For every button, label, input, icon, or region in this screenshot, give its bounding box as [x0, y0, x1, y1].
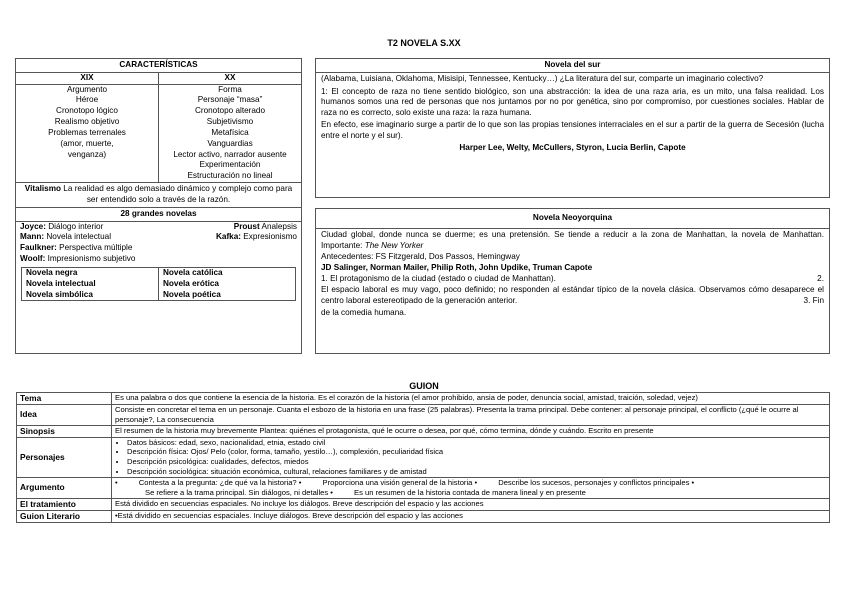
novel-type-row	[22, 279, 295, 290]
xx-list	[159, 85, 301, 182]
sur-authors: Harper Lee, Welty, McCullers, Styron, Lucia Berlin, Capote	[459, 142, 686, 152]
vitalismo-label: Vitalismo	[24, 184, 62, 194]
row-label: Argumento	[17, 478, 112, 499]
argumento-line-1: • Contesta a la pregunta: ¿de qué va la historia? • Proporciona una visión general de la historia • Describe los sucesos, personajes y conflictos principales •	[115, 478, 695, 487]
guion-title: GUION	[409, 381, 439, 391]
personajes-item: • Descripción sociológica: situación económica, cultural, relaciones familiares y de amistad	[127, 467, 826, 477]
ny-p3-num: 2.	[817, 274, 824, 284]
row-text	[112, 478, 830, 499]
novel-type: Novela poética	[163, 289, 221, 299]
guion-row-tema	[17, 393, 830, 405]
page-title: T2 NOVELA S.XX	[387, 38, 461, 48]
authors-list	[16, 222, 301, 265]
author-left	[20, 222, 159, 233]
author-left	[20, 243, 297, 254]
caracteristicas-box	[15, 58, 302, 354]
author-name: Mann:	[20, 232, 45, 242]
row-text: Es una palabra o dos que contiene la esencia de la historia. Es el corazón de la historia (el amor prohibido, ansia de poder, denuncia social, amistad, traición, soledad, vejez)	[112, 393, 830, 405]
author-left	[20, 254, 297, 265]
author-row	[20, 243, 297, 254]
guion-table	[16, 392, 830, 523]
personajes-list	[115, 438, 826, 477]
novel-type: Novela negra	[22, 268, 159, 279]
ny-p1-text: Ciudad global, donde nunca se duerme; es una pretensión. Se tiende a reducir a la zona de Manhattan, la novela de Manhattan. Importante:	[321, 229, 824, 250]
xix-item: Argumento	[66, 84, 108, 94]
xx-item: Subjetivismo	[206, 117, 254, 127]
author-desc: Diálogo interior	[45, 221, 104, 231]
xx-item: Personaje “masa”	[197, 95, 263, 105]
ny-p5: de la comedia humana.	[321, 307, 407, 317]
row-label: Sinopsis	[17, 425, 112, 437]
novelas-header: 28 grandes novelas	[16, 208, 301, 222]
guion-row-tratamiento	[17, 498, 830, 510]
ny-p3-text: 1. El protagonismo de la ciudad (estado o ciudad de Manhattan).	[321, 274, 556, 284]
xx-item: Experimentación	[199, 160, 261, 170]
xx-item: Lector activo, narrador ausente	[173, 149, 287, 159]
personajes-item: • Descripción física: Ojos/ Pelo (color, forma, tamaño, yestilo…), complexión, peculiaridad física	[127, 447, 826, 457]
xx-item: Cronotopo alterado	[194, 106, 266, 116]
author-name: Faulkner:	[20, 243, 57, 253]
author-row	[20, 254, 297, 265]
xix-item: (amor, muerte,	[60, 138, 114, 148]
author-desc: Analepsis	[259, 221, 297, 231]
novel-type: Novela intelectual	[22, 279, 159, 290]
xix-item: Problemas terrenales	[48, 127, 126, 137]
row-text: El resumen de la historia muy brevemente Plantea: quiénes el protagonista, qué le ocurre o desea, por qué, cómo termina, dónde y cuándo. Escrito en presente	[112, 425, 830, 437]
ny-p4-text: El espacio laboral es muy vago, poco definido; no responden al estándar típico de la novela clásica. Observamos cómo desaparece el centro laboral estereotipado de la generación anterior.	[321, 284, 824, 305]
row-label: Tema	[17, 393, 112, 405]
xix-list	[16, 85, 159, 182]
novel-type-row	[22, 290, 295, 301]
ny-p3	[316, 274, 829, 285]
xix-item: Realismo objetivo	[54, 117, 120, 127]
author-name: Proust	[233, 221, 260, 231]
author-row	[20, 232, 297, 243]
row-text: •Está dividido en secuencias espaciales. Incluye diálogos. Breve descripción del espacio y las acciones	[112, 510, 830, 522]
row-text: Está dividido en secuencias espaciales. No incluye los diálogos. Breve descripción del espacio y las acciones	[112, 498, 830, 510]
novel-type: Novela erótica	[163, 278, 219, 288]
row-label: El tratamiento	[17, 498, 112, 510]
author-desc: Impresionismo subjetivo	[45, 254, 136, 264]
author-row	[20, 222, 297, 233]
guion-row-literario	[17, 510, 830, 522]
author-right	[159, 232, 298, 243]
xx-item: Forma	[218, 84, 242, 94]
vitalismo-text: La realidad es algo demasiado dinámico y complejo como para ser entendido solo a través de la razón.	[61, 184, 293, 204]
ny-authors: JD Salinger, Norman Mailer, Philip Roth, John Updike, Truman Capote	[321, 263, 593, 273]
xx-item: Metafísica	[211, 127, 249, 137]
personajes-item: • Descripción psicológica: cualidades, defectos, miedos	[127, 457, 826, 467]
ny-p1-em: The New Yorker	[364, 240, 424, 250]
vitalismo	[16, 183, 301, 208]
ny-p2: Antecedentes: FS Fitzgerald, Dos Passos, Hemingway	[321, 252, 520, 262]
xix-item: Cronotopo lógico	[56, 106, 118, 116]
novel-type: Novela simbólica	[22, 290, 159, 301]
author-right	[159, 222, 298, 233]
author-desc: Expresionismo	[241, 232, 297, 242]
novela-sur-header: Novela del sur	[316, 59, 829, 73]
row-label: Idea	[17, 404, 112, 425]
xix-item: Héroe	[75, 95, 99, 105]
guion-row-sinopsis	[17, 425, 830, 437]
xx-item: Vanguardias	[207, 138, 253, 148]
argumento-line-2: Se refiere a la trama principal. Sin diálogos, ni detalles • Es un resumen de la historia contada de manera lineal y en presente	[145, 487, 586, 497]
novela-sur-box	[315, 58, 830, 198]
author-desc: Perspectiva múltiple	[56, 243, 133, 253]
row-text: Consiste en concretar el tema en un personaje. Cuanta el esbozo de la historia en una frase (25 palabras). Presenta la trama principal. Debe contener: al personaje principal, el conflicto (¿qué le ocurre al personaje?, La consecuencia	[112, 404, 830, 425]
ny-p1	[316, 229, 829, 253]
guion-row-personajes	[17, 437, 830, 477]
sur-p2: 1: El concepto de raza no tiene sentido biológico, son una abstracción: la idea de una raza aria, es un mito, una falsa realidad. Los humanos somos una red de personas que nos juntamos por no por genética, sino por compromiso, por cuestiones sociales. Hablar de raza no es correcto, solo existe una raza: la raza humana.	[321, 86, 824, 118]
author-name: Woolf:	[20, 254, 46, 264]
ny-p4-num: 3. Fin	[803, 295, 824, 305]
author-desc: Novela intelectual	[44, 232, 112, 242]
author-name: Joyce:	[20, 221, 46, 231]
sur-p1: (Alabama, Luisiana, Oklahoma, Misisipi, Tennessee, Kentucky…) ¿La literatura del sur, comparte un imaginario colectivo?	[321, 73, 764, 83]
personajes-item: • Datos básicos: edad, sexo, nacionalidad, etnia, estado civil	[127, 438, 826, 448]
col-xx-header: XX	[224, 72, 236, 82]
novel-types-table	[21, 267, 296, 301]
novela-ny-header: Novela Neoyorquina	[316, 209, 829, 229]
row-text	[112, 437, 830, 477]
sur-p3: En efecto, ese imaginario surge a partir de lo que son las propias tensiones interraciales en el sur a partir de la guerra de Secesión (lucha entre el norte y el sur).	[321, 120, 824, 140]
caracteristicas-header: CARACTERÍSTICAS	[16, 59, 301, 73]
author-left	[20, 232, 159, 243]
guion-row-idea	[17, 404, 830, 425]
ny-p4	[316, 285, 829, 308]
col-xix-header: XIX	[16, 73, 159, 84]
novel-type: Novela católica	[163, 267, 223, 277]
guion-row-argumento	[17, 478, 830, 499]
xx-item: Estructuración no lineal	[187, 171, 273, 181]
row-label: Guion Literario	[17, 510, 112, 522]
author-name: Kafka:	[215, 232, 242, 242]
row-label: Personajes	[17, 437, 112, 477]
novela-ny-box	[315, 208, 830, 354]
novel-type-row	[22, 268, 295, 279]
xix-item: venganza)	[67, 149, 107, 159]
